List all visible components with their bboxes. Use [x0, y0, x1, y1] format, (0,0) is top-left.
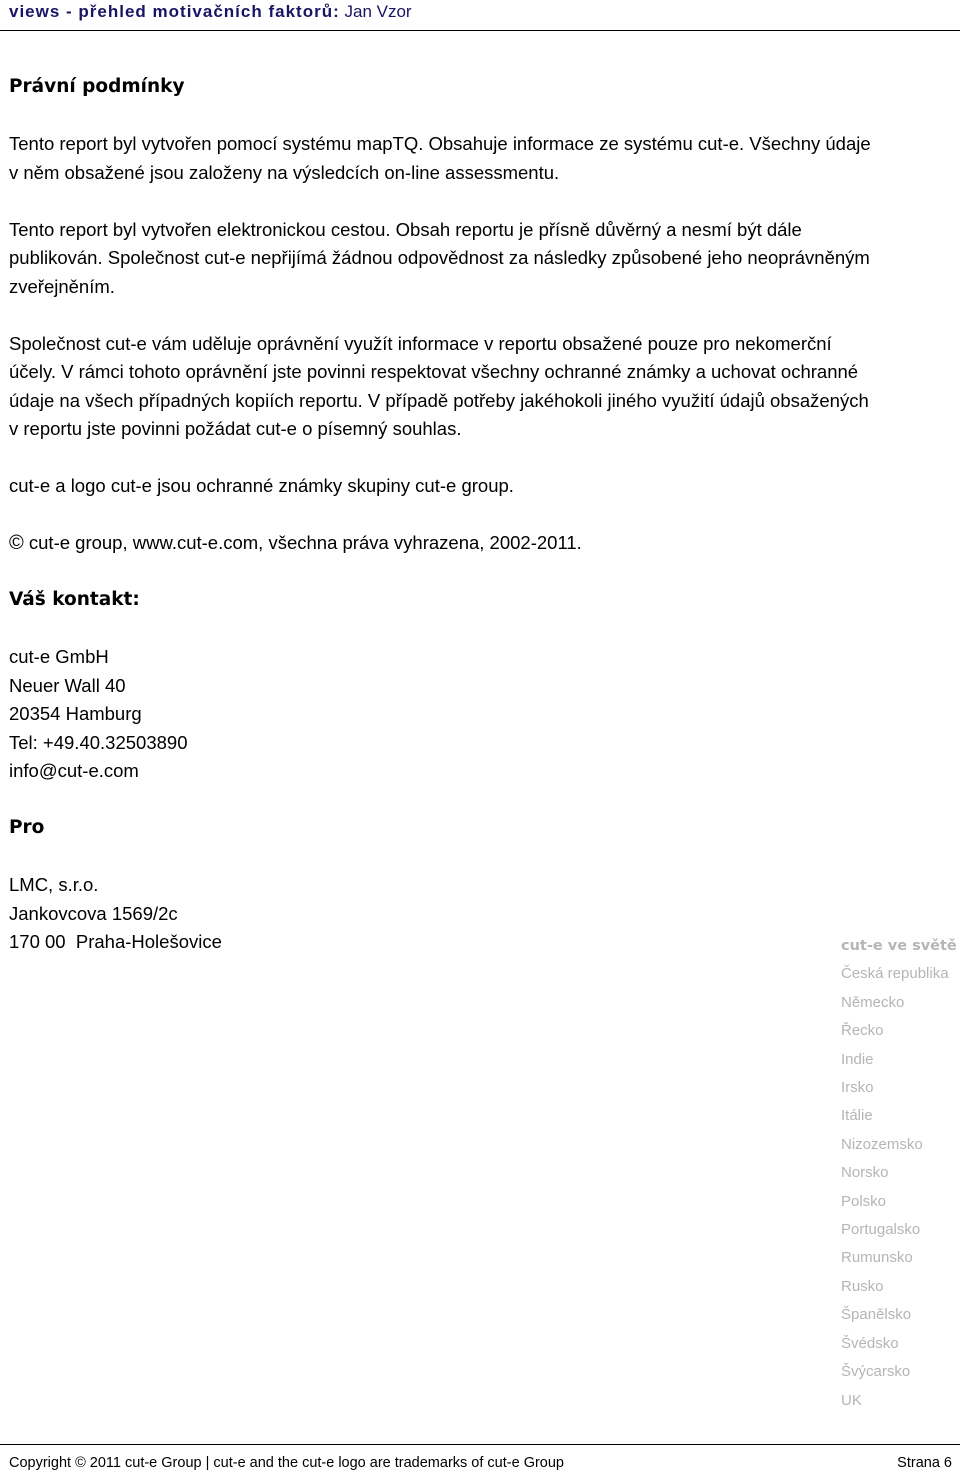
- country-item: Portugalsko: [841, 1221, 921, 1239]
- country-item: Norsko: [841, 1164, 889, 1182]
- header-candidate-name: Jan Vzor: [344, 2, 412, 21]
- country-item: Španělsko: [841, 1306, 912, 1324]
- contact-heading: Váš kontakt:: [9, 589, 140, 610]
- text-line: zveřejněním.: [9, 275, 115, 297]
- pro-address: [9, 871, 954, 957]
- legal-paragraph-1: [9, 130, 954, 187]
- contact-line: Neuer Wall 40: [9, 674, 126, 696]
- country-item: Řecko: [841, 1022, 884, 1040]
- footer-copyright: Copyright © 2011 cut-e Group | cut-e and the cut-e logo are trademarks of cut-e Group: [9, 1455, 564, 1471]
- legal-heading: Právní podmínky: [9, 76, 185, 97]
- pro-line: 170 00 Praha-Holešovice: [9, 931, 222, 952]
- text-line: publikován. Společnost cut-e nepřijímá žádnou odpovědnost za následky způsobené jeho neoprávněným: [9, 247, 870, 268]
- trademark-notice: cut-e a logo cut-e jsou ochranné známky skupiny cut-e group.: [9, 475, 514, 496]
- world-locations-list: [841, 932, 960, 1415]
- text-line: Společnost cut-e vám uděluje oprávnění využít informace v reportu obsažené pouze pro nekomerční: [9, 332, 832, 354]
- pro-line: LMC, s.r.o.: [9, 874, 99, 895]
- country-item: Nizozemsko: [841, 1135, 923, 1153]
- text-line: v reportu jste povinni požádat cut-e o písemný souhlas.: [9, 418, 462, 439]
- country-item: Rusko: [841, 1277, 884, 1295]
- pro-line: Jankovcova 1569/2c: [9, 902, 178, 924]
- text-line: účely. V rámci tohoto oprávnění jste povinni respektovat všechny ochranné známky a uchovat ochranné: [9, 361, 859, 382]
- contact-address: [9, 643, 954, 786]
- country-item: Indie: [841, 1050, 874, 1068]
- country-item: Česká republika: [841, 965, 949, 983]
- contact-line: 20354 Hamburg: [9, 703, 142, 724]
- copyright-symbol: ©: [9, 532, 24, 554]
- country-item: Irsko: [841, 1079, 874, 1097]
- world-title: cut-e ve světě: [841, 938, 957, 954]
- country-item: UK: [841, 1391, 862, 1409]
- text-line: Tento report byl vytvořen elektronickou cestou. Obsah reportu je přísně důvěrný a nesmí být dále: [9, 218, 802, 240]
- copyright-text: cut-e group, www.cut-e.com, všechna práva vyhrazena, 2002-2011.: [28, 532, 582, 553]
- page-header: [0, 0, 960, 31]
- main-content: [9, 73, 954, 957]
- country-item: Rumunsko: [841, 1249, 913, 1267]
- text-line: údaje na všech případných kopiích reportu. V případě potřeby jakéhokoli jiného využití údajů obsažených: [9, 389, 869, 411]
- contact-email: info@cut-e.com: [9, 760, 139, 781]
- contact-phone: Tel: +49.40.32503890: [9, 731, 188, 753]
- header-title-strong: views - přehled motivačních faktorů:: [9, 2, 340, 21]
- country-item: Itálie: [841, 1107, 873, 1125]
- copyright-notice: [9, 529, 954, 558]
- contact-line: cut-e GmbH: [9, 646, 109, 667]
- country-item: Německo: [841, 993, 905, 1011]
- text-line: v něm obsažené jsou založeny na výsledcích on-line assessmentu.: [9, 161, 560, 183]
- country-item: Švédsko: [841, 1334, 899, 1352]
- country-item: Polsko: [841, 1192, 887, 1210]
- page-number: Strana 6: [897, 1455, 952, 1471]
- country-item: Švýcarsko: [841, 1363, 911, 1381]
- text-line: Tento report byl vytvořen pomocí systému mapTQ. Obsahuje informace ze systému cut-e. Všechny údaje: [9, 133, 871, 154]
- page-footer: [0, 1444, 960, 1474]
- header-title: [9, 2, 412, 22]
- legal-paragraph-3: [9, 330, 954, 444]
- legal-paragraph-2: [9, 216, 954, 302]
- pro-heading: Pro: [9, 817, 45, 838]
